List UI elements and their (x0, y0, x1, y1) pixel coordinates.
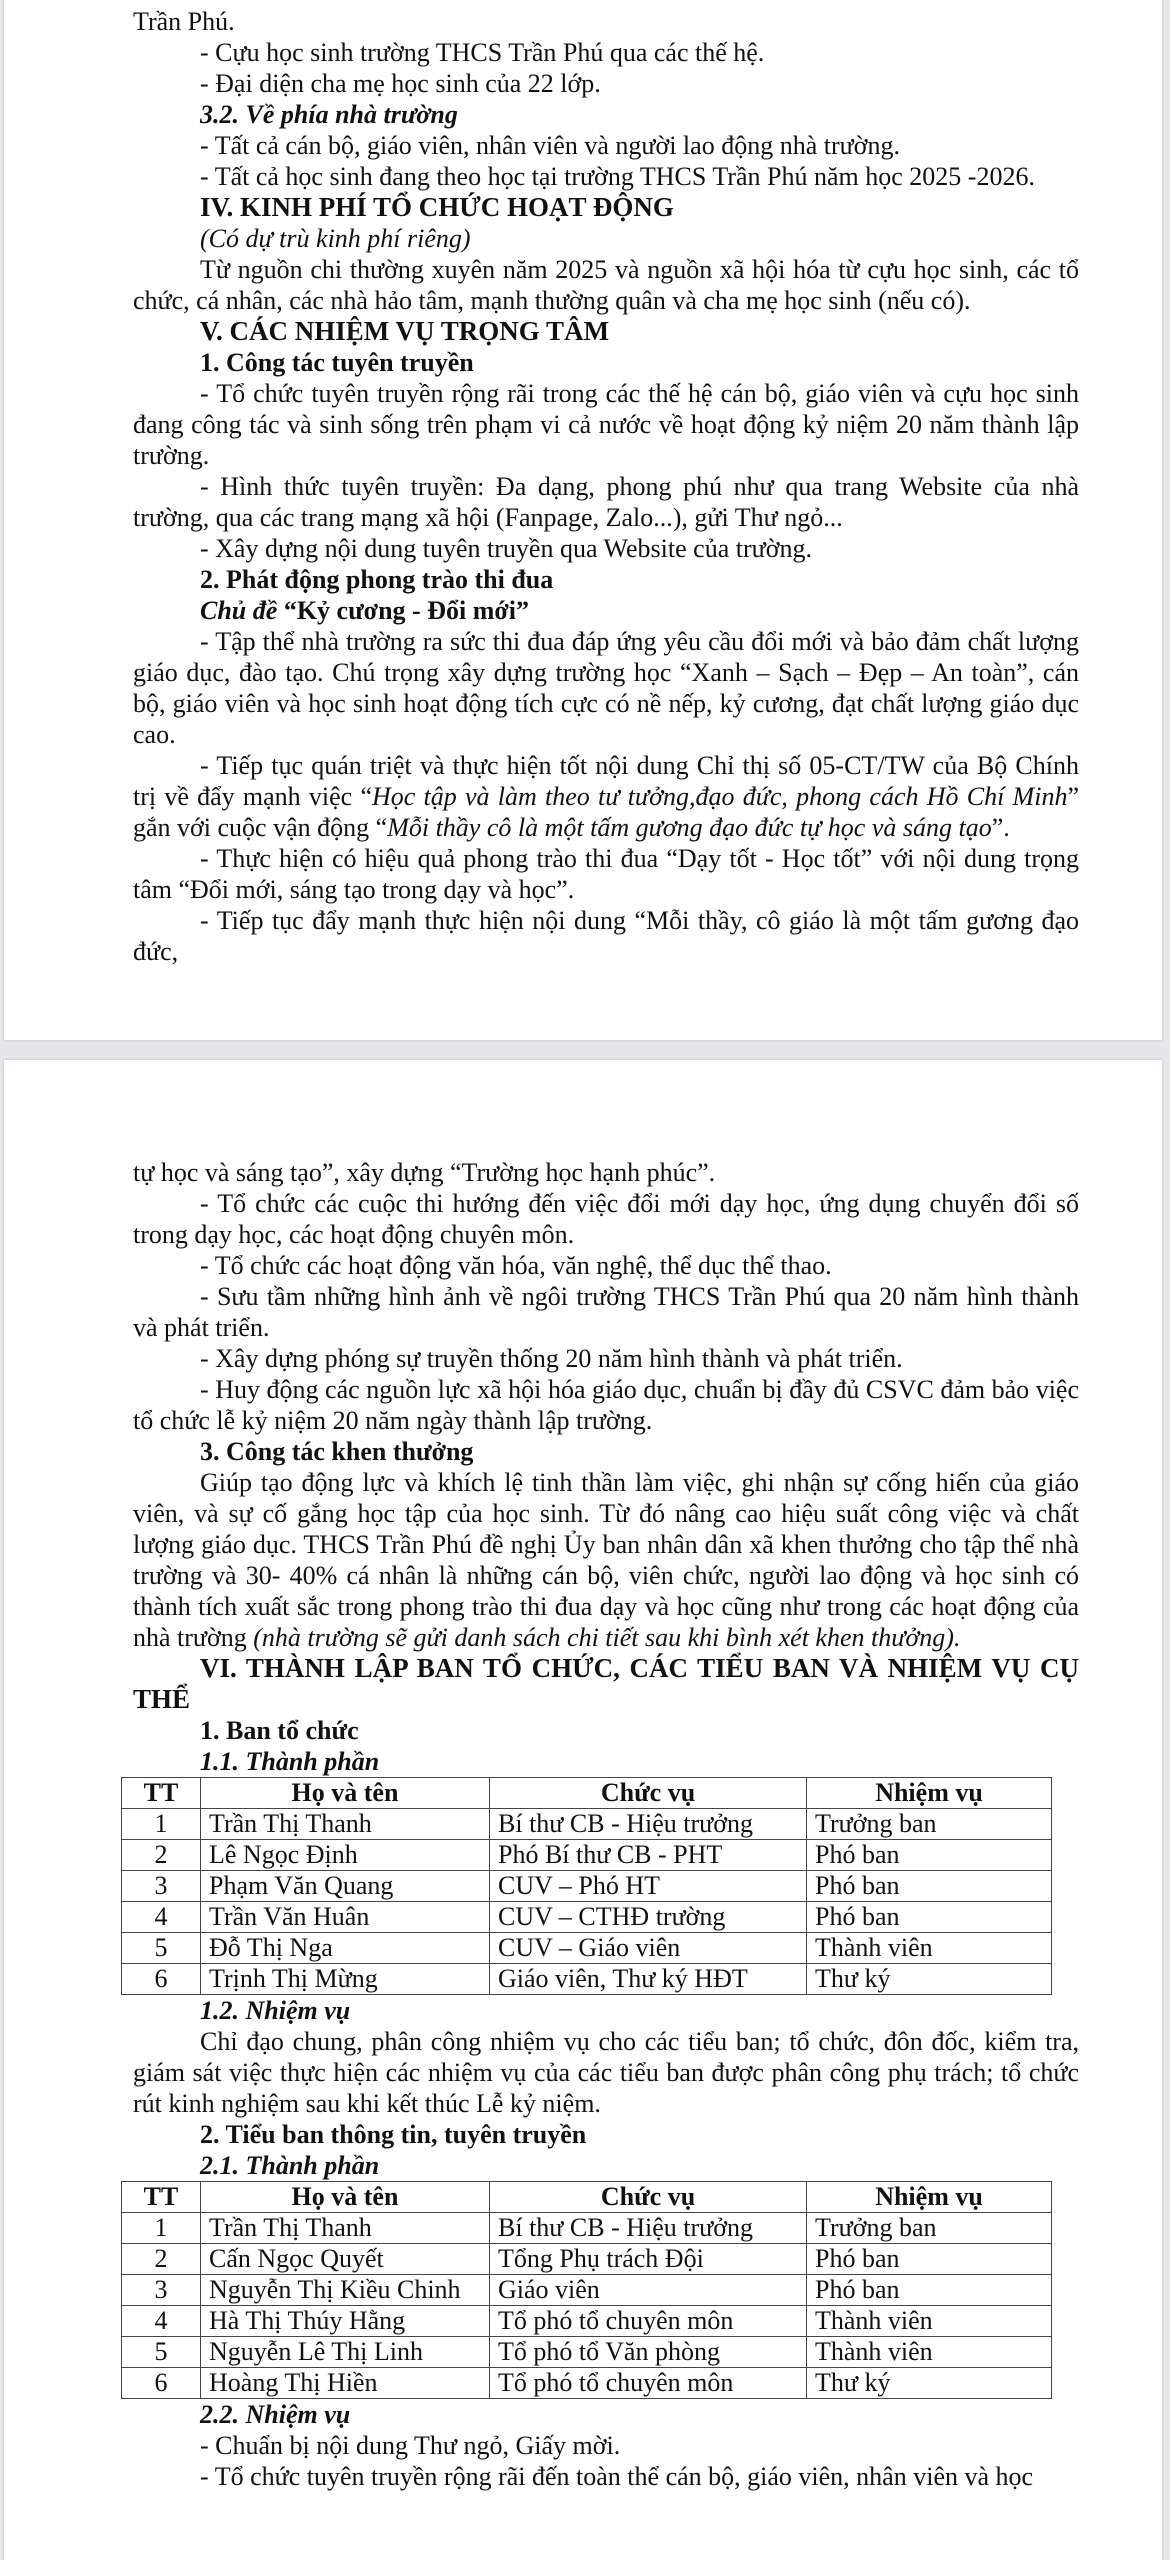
text-run: - Thực hiện có hiệu quả phong trào thi đua “Dạy tốt - Học tốt” với nội dung trọng tâm “Đổi mới, sáng tạo trong dạy và học”. (133, 844, 1079, 904)
table-cell: Trần Văn Huân (201, 1902, 490, 1933)
table-cell: 3 (122, 2275, 201, 2306)
table-cell: Phạm Văn Quang (201, 1871, 490, 1902)
table-cell: Thành viên (807, 2306, 1052, 2337)
section-heading (133, 2399, 1079, 2430)
table-cell: Trưởng ban (807, 1809, 1052, 1840)
table-row (122, 2244, 1052, 2275)
paragraph (133, 1188, 1079, 1250)
paragraph (133, 6, 1079, 37)
text-run: 3. Công tác khen thưởng (200, 1437, 474, 1466)
paragraph (133, 1250, 1079, 1281)
table-cell: 5 (122, 2337, 201, 2368)
column-header: Họ và tên (201, 2182, 490, 2213)
paragraph (133, 905, 1079, 967)
table-cell: Thư ký (807, 2368, 1052, 2399)
paragraph (133, 130, 1079, 161)
table-row (122, 2275, 1052, 2306)
text-run: - Tiếp tục đẩy mạnh thực hiện nội dung “Mỗi thầy, cô giáo là một tấm gương đạo đức, (133, 906, 1079, 966)
paragraph (133, 378, 1079, 471)
text-run: Chỉ đạo chung, phân công nhiệm vụ cho các tiểu ban; tổ chức, đôn đốc, kiểm tra, giám sát việc thực hiện các nhiệm vụ của các tiểu ban được phân công phụ trách; tổ chức rút kinh nghiệm sau khi kết thúc Lễ kỷ niệm. (133, 2027, 1079, 2118)
paragraph (133, 37, 1079, 68)
text-run: Trần Phú. (133, 7, 235, 36)
table-cell: Phó Bí thư CB - PHT (490, 1840, 807, 1871)
table-cell: Phó ban (807, 1871, 1052, 1902)
table-cell: CUV – Phó HT (490, 1871, 807, 1902)
table-cell: Tổng Phụ trách Đội (490, 2244, 807, 2275)
paragraph (133, 1281, 1079, 1343)
section-heading (133, 564, 1079, 595)
table-cell: 3 (122, 1871, 201, 1902)
table-cell: CUV – Giáo viên (490, 1933, 807, 1964)
section-heading (133, 2150, 1079, 2181)
table-cell: Phó ban (807, 2275, 1052, 2306)
table-cell: Thành viên (807, 2337, 1052, 2368)
table-cell: Hà Thị Thúy Hằng (201, 2306, 490, 2337)
table-cell: Trần Thị Thanh (201, 2213, 490, 2244)
table-cell: 4 (122, 1902, 201, 1933)
text-run: (Có dự trù kinh phí riêng) (200, 224, 471, 253)
page-2-content (133, 1157, 1079, 2492)
table-cell: Giáo viên (490, 2275, 807, 2306)
paragraph (133, 68, 1079, 99)
table-row (122, 1933, 1052, 1964)
table-cell: Tổ phó tổ Văn phòng (490, 2337, 807, 2368)
table-cell: Hoàng Thị Hiền (201, 2368, 490, 2399)
text-run: - Tổ chức các cuộc thi hướng đến việc đổi mới dạy học, ứng dụng chuyển đổi số trong dạy học, các hoạt động chuyên môn. (133, 1189, 1079, 1249)
table-row (122, 1871, 1052, 1902)
table-cell: Giáo viên, Thư ký HĐT (490, 1964, 807, 1995)
text-run: - Đại diện cha mẹ học sinh của 22 lớp. (200, 69, 601, 98)
table-cell: Đỗ Thị Nga (201, 1933, 490, 1964)
text-run: 1. Công tác tuyên truyền (200, 348, 474, 377)
text-run: - Sưu tầm những hình ảnh về ngôi trường THCS Trần Phú qua 20 năm hình thành và phát triển. (133, 1282, 1079, 1342)
text-run: tự học và sáng tạo”, xây dựng “Trường học hạnh phúc”. (133, 1158, 716, 1187)
paragraph (133, 2461, 1079, 2492)
text-run: - Tổ chức tuyên truyền rộng rãi đến toàn thể cán bộ, giáo viên, nhân viên và học (200, 2462, 1034, 2491)
paragraph (133, 2026, 1079, 2119)
page-1-content (133, 6, 1079, 967)
text-run: ” gắn với cuộc vận động “ (133, 782, 1079, 842)
column-header: Chức vụ (490, 1778, 807, 1809)
table-cell: Phó ban (807, 1840, 1052, 1871)
text-run: - Hình thức tuyên truyền: Đa dạng, phong phú như qua trang Website của nhà trường, qua các trang mạng xã hội (Fanpage, Zalo...), gửi Thư ngỏ... (133, 472, 1079, 532)
table-cell: Phó ban (807, 1902, 1052, 1933)
text-run: - Huy động các nguồn lực xã hội hóa giáo dục, chuẩn bị đầy đủ CSVC đảm bảo việc tổ chức lễ kỷ niệm 20 năm ngày thành lập trường. (133, 1375, 1079, 1435)
table-cell: Thành viên (807, 1933, 1052, 1964)
section-heading (133, 1995, 1079, 2026)
paragraph (133, 843, 1079, 905)
text-run: 1.1. Thành phần (200, 1747, 380, 1776)
table-cell: 1 (122, 1809, 201, 1840)
text-run: - Chuẩn bị nội dung Thư ngỏ, Giấy mời. (200, 2431, 621, 2460)
section-heading (133, 192, 1079, 223)
paragraph (133, 626, 1079, 750)
section-heading (133, 2119, 1079, 2150)
text-run: - Tổ chức các hoạt động văn hóa, văn nghệ, thể dục thể thao. (200, 1251, 832, 1280)
paragraph (133, 223, 1079, 254)
text-run: - Xây dựng nội dung tuyên truyền qua Website của trường. (200, 534, 812, 563)
text-run: ”. (991, 813, 1010, 842)
text-run: 2. Phát động phong trào thi đua (200, 565, 554, 594)
text-run: 2. Tiểu ban thông tin, tuyên truyền (200, 2120, 587, 2149)
table-header-row (122, 2182, 1052, 2213)
text-run: “Kỷ cương - Đổi mới” (277, 596, 529, 625)
paragraph (133, 533, 1079, 564)
table-row (122, 2213, 1052, 2244)
document-page-1 (4, 0, 1162, 1040)
text-run: - Cựu học sinh trường THCS Trần Phú qua các thế hệ. (200, 38, 765, 67)
text-run: - Tập thể nhà trường ra sức thi đua đáp ứng yêu cầu đổi mới và bảo đảm chất lượng giáo dục, đào tạo. Chú trọng xây dựng trường học “Xanh – Sạch – Đẹp – An toàn”, cán bộ, giáo viên và học sinh hoạt động tích cực có nề nếp, kỷ cương, đạt chất lượng giáo dục cao. (133, 627, 1079, 749)
text-run: - Tất cả cán bộ, giáo viên, nhân viên và người lao động nhà trường. (200, 131, 900, 160)
table-cell: Trần Thị Thanh (201, 1809, 490, 1840)
text-run: - Xây dựng phóng sự truyền thống 20 năm hình thành và phát triển. (200, 1344, 903, 1373)
column-header: TT (122, 2182, 201, 2213)
table-row (122, 1964, 1052, 1995)
table-cell: Thư ký (807, 1964, 1052, 1995)
text-run: 2.1. Thành phần (200, 2151, 380, 2180)
text-run: 1. Ban tổ chức (200, 1716, 359, 1745)
table-row (122, 1902, 1052, 1933)
paragraph (133, 254, 1079, 316)
column-header: Nhiệm vụ (807, 1778, 1052, 1809)
document-page-2 (4, 1060, 1162, 2560)
text-run: Học tập và làm theo tư tưởng,đạo đức, phong cách Hồ Chí Minh (372, 782, 1068, 811)
text-run: Từ nguồn chi thường xuyên năm 2025 và nguồn xã hội hóa từ cựu học sinh, các tổ chức, cá nhân, các nhà hảo tâm, mạnh thường quân và cha mẹ học sinh (nếu có). (133, 255, 1079, 315)
section-heading (133, 316, 1079, 347)
table-cell: CUV – CTHĐ trường (490, 1902, 807, 1933)
section-heading (133, 1746, 1079, 1777)
table-cell: 1 (122, 2213, 201, 2244)
section-heading (133, 347, 1079, 378)
table-row (122, 2337, 1052, 2368)
column-header: TT (122, 1778, 201, 1809)
paragraph (133, 1343, 1079, 1374)
table-cell: 6 (122, 2368, 201, 2399)
text-run: - Tổ chức tuyên truyền rộng rãi trong các thế hệ cán bộ, giáo viên và cựu học sinh đang công tác và sinh sống trên phạm vi cả nước về hoạt động kỷ niệm 20 năm thành lập trường. (133, 379, 1079, 470)
table-cell: 2 (122, 2244, 201, 2275)
table-row (122, 1809, 1052, 1840)
table-row (122, 2368, 1052, 2399)
column-header: Nhiệm vụ (807, 2182, 1052, 2213)
text-run: V. CÁC NHIỆM VỤ TRỌNG TÂM (200, 316, 610, 346)
table-cell: 2 (122, 1840, 201, 1871)
paragraph (133, 2430, 1079, 2461)
members-table (121, 2181, 1052, 2399)
table-cell: Cấn Ngọc Quyết (201, 2244, 490, 2275)
paragraph (133, 1157, 1079, 1188)
table-cell: 6 (122, 1964, 201, 1995)
section-heading (133, 1436, 1079, 1467)
text-run: 2.2. Nhiệm vụ (200, 2400, 351, 2429)
paragraph (133, 161, 1079, 192)
table-cell: Bí thư CB - Hiệu trưởng (490, 1809, 807, 1840)
table-row (122, 1840, 1052, 1871)
text-run: IV. KINH PHÍ TỔ CHỨC HOẠT ĐỘNG (200, 192, 674, 222)
text-run: VI. THÀNH LẬP BAN TỔ CHỨC, CÁC TIỂU BAN VÀ NHIỆM VỤ CỤ THỂ (133, 1653, 1079, 1714)
table-cell: Nguyễn Thị Kiều Chinh (201, 2275, 490, 2306)
table-cell: Lê Ngọc Định (201, 1840, 490, 1871)
text-run: Mỗi thầy cô là một tấm gương đạo đức tự học và sáng tạo (387, 813, 992, 842)
column-header: Chức vụ (490, 2182, 807, 2213)
section-heading (133, 99, 1079, 130)
paragraph (133, 1374, 1079, 1436)
table-cell: Bí thư CB - Hiệu trưởng (490, 2213, 807, 2244)
text-run: Giúp tạo động lực và khích lệ tinh thần làm việc, ghi nhận sự cống hiến của giáo viên, và sự cố gắng học tập của học sinh. Từ đó nâng cao hiệu suất công việc và chất lượng giáo dục. THCS Trần Phú đề nghị Ủy ban nhân dân xã khen thưởng cho tập thể nhà trường và 30- 40% cá nhân là những cán bộ, viên chức, người lao động và học sinh có thành tích xuất sắc trong phong trào thi đua dạy và học cũng như trong các hoạt động của nhà trường (133, 1468, 1079, 1652)
table-cell: 5 (122, 1933, 201, 1964)
table-cell: Tổ phó tổ chuyên môn (490, 2306, 807, 2337)
table-cell: Trưởng ban (807, 2213, 1052, 2244)
section-heading (133, 595, 1079, 626)
text-run: - Tiếp tục quán triệt và thực hiện tốt nội dung Chỉ thị số 05-CT/TW của Bộ Chính trị về đẩy mạnh việc “ (133, 751, 1079, 811)
text-run: Chủ đề (200, 596, 278, 625)
text-run: - Tất cả học sinh đang theo học tại trường THCS Trần Phú năm học 2025 -2026. (200, 162, 1035, 191)
column-header: Họ và tên (201, 1778, 490, 1809)
table-row (122, 2306, 1052, 2337)
text-run: 3.2. Về phía nhà trường (200, 100, 458, 129)
section-heading (133, 1653, 1079, 1715)
table-cell: Nguyễn Lê Thị Linh (201, 2337, 490, 2368)
table-cell: Phó ban (807, 2244, 1052, 2275)
table-cell: 4 (122, 2306, 201, 2337)
section-heading (133, 1715, 1079, 1746)
table-header-row (122, 1778, 1052, 1809)
table-cell: Tổ phó tổ chuyên môn (490, 2368, 807, 2399)
text-run: 1.2. Nhiệm vụ (200, 1996, 351, 2025)
paragraph (133, 750, 1079, 843)
paragraph (133, 471, 1079, 533)
paragraph (133, 1467, 1079, 1653)
members-table (121, 1777, 1052, 1995)
table-cell: Trịnh Thị Mừng (201, 1964, 490, 1995)
text-run: (nhà trường sẽ gửi danh sách chi tiết sau khi bình xét khen thưởng). (253, 1623, 961, 1652)
